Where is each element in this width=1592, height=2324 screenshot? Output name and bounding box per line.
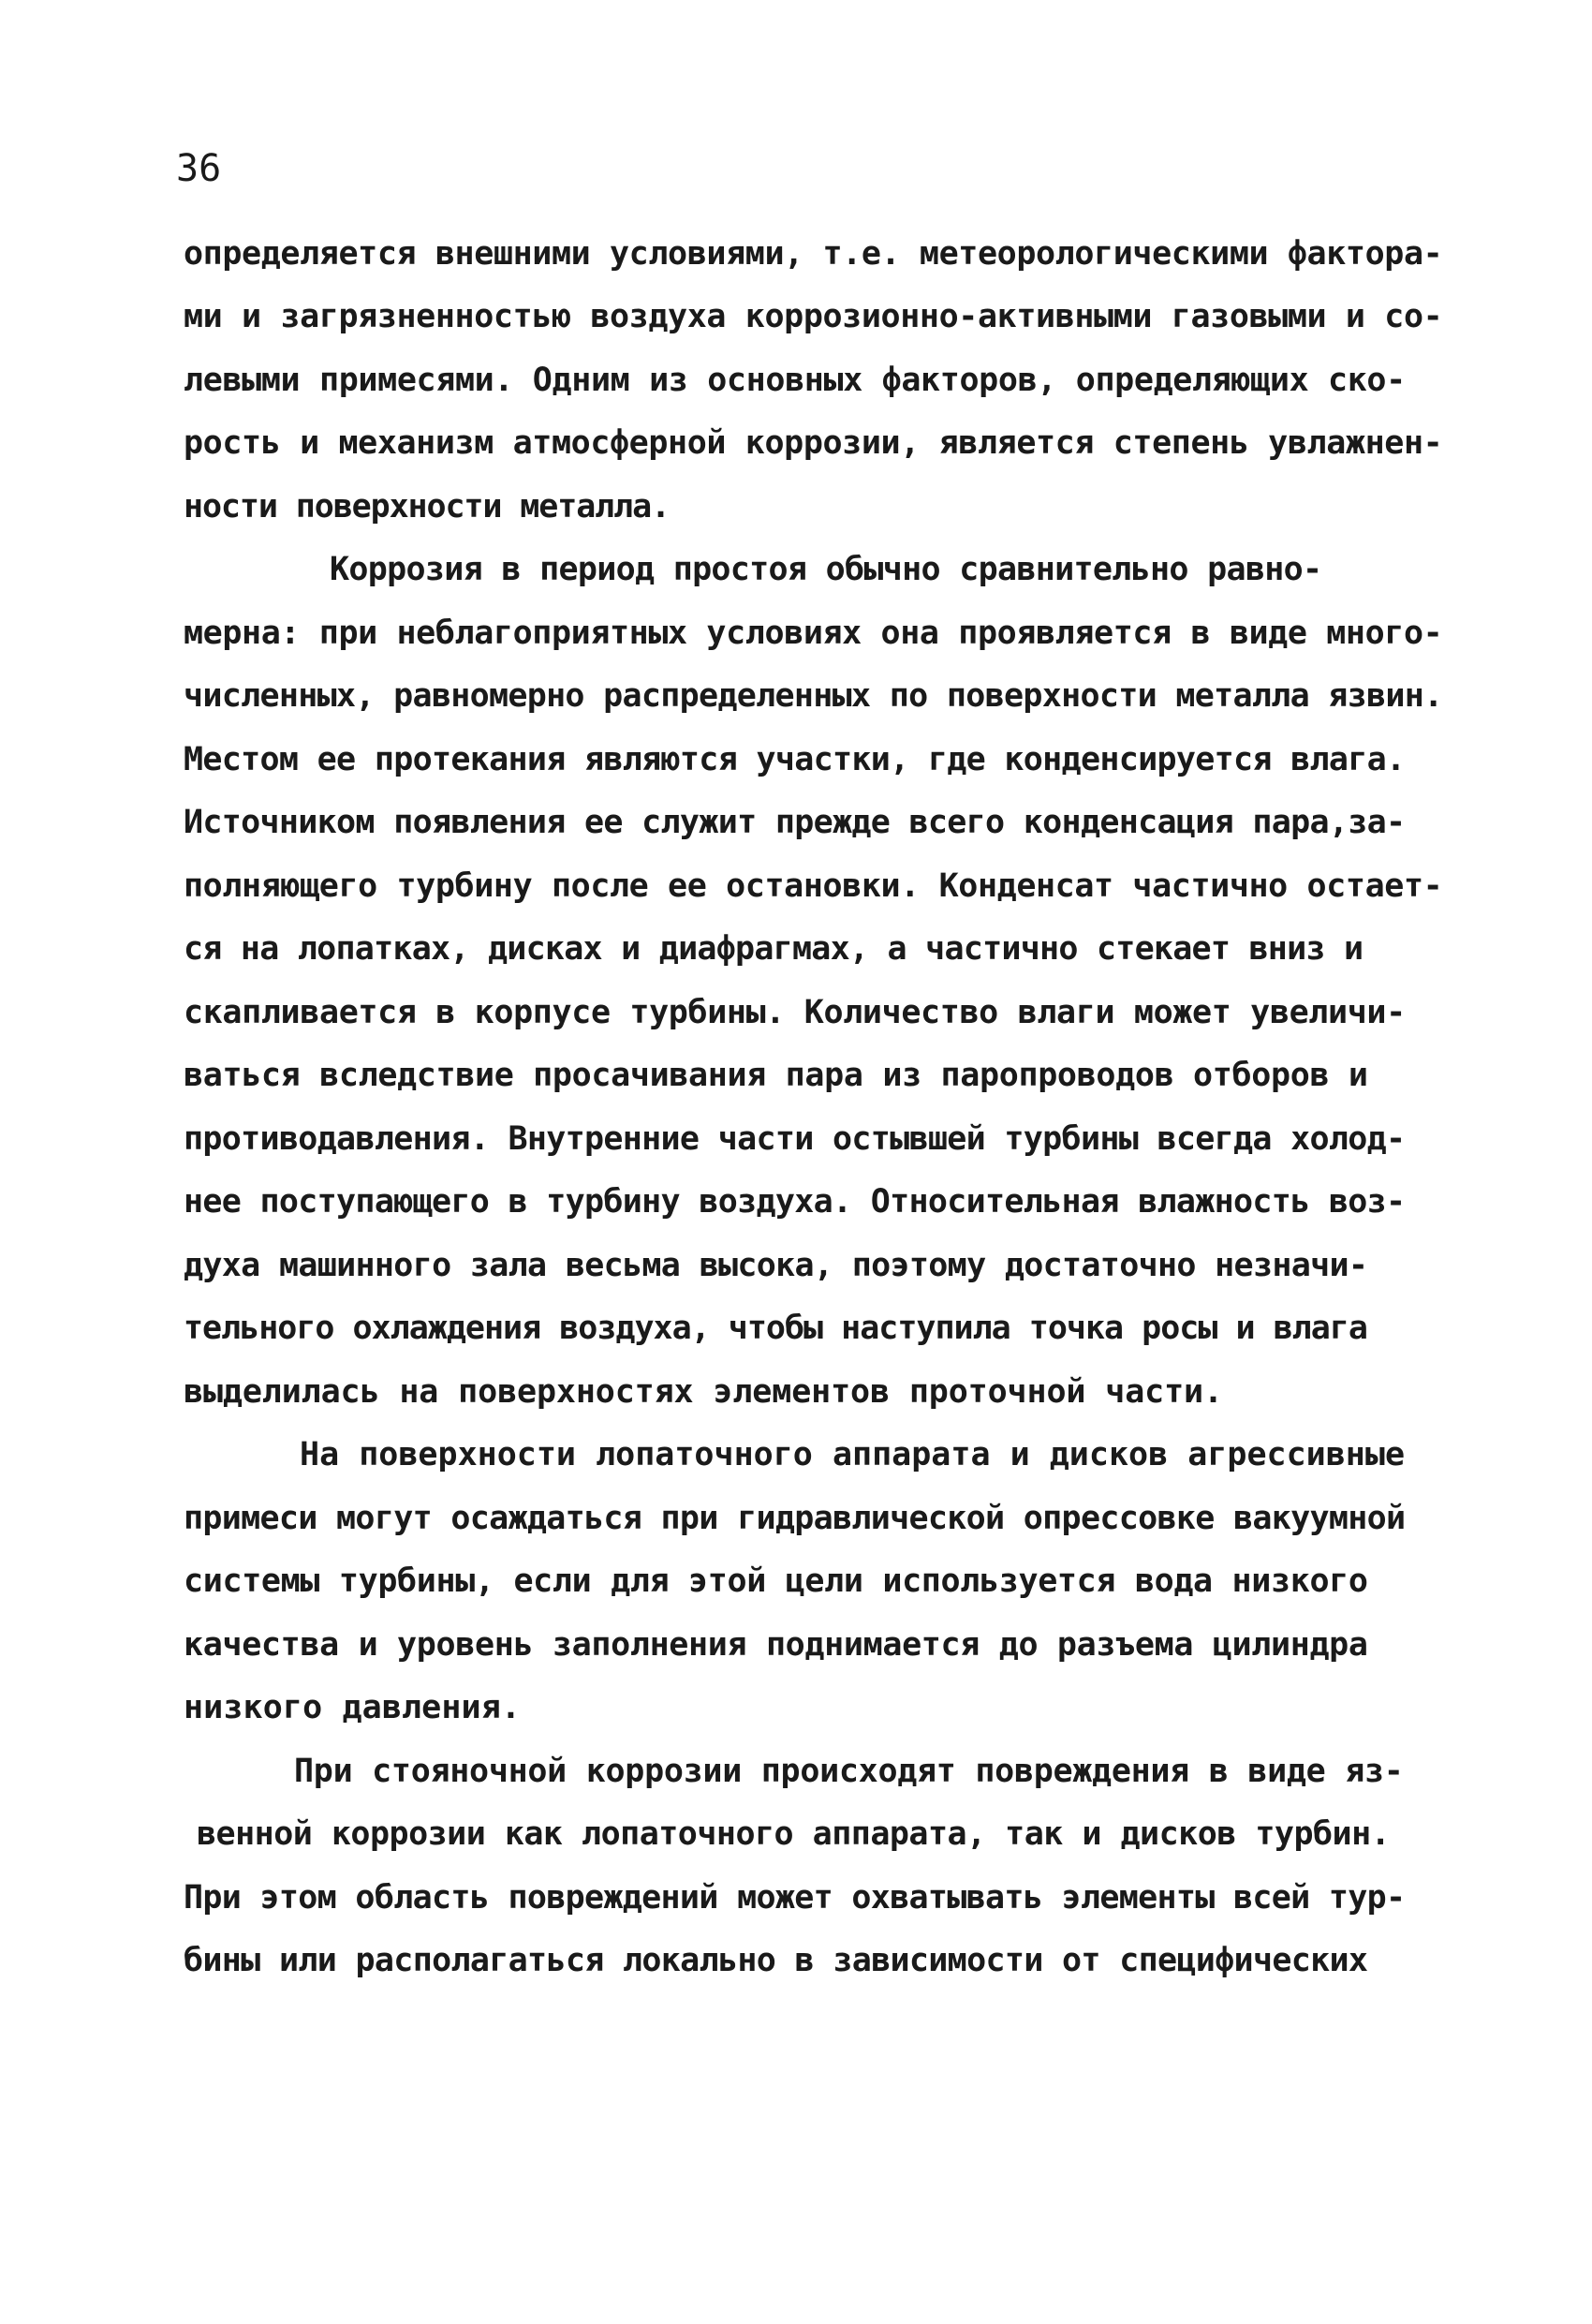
text-line: примеси могут осаждаться при гидравлической опрессовке вакуумной (184, 1500, 1406, 1537)
text-line: качества и уровень заполнения поднимается до разъема цилиндра (184, 1626, 1368, 1664)
text-line: полняющего турбину после ее остановки. Конденсат частично остает- (184, 867, 1443, 905)
text-line: На поверхности лопаточного аппарата и дисков агрессивные (300, 1436, 1406, 1473)
text-line: рость и механизм атмосферной коррозии, является степень увлажнен- (184, 424, 1443, 462)
text-line: мерна: при неблагоприятных условиях она проявляется в виде много- (184, 614, 1443, 652)
text-line: духа машинного зала весьма высока, поэтому достаточно незначи- (184, 1247, 1368, 1284)
text-line: При стояночной коррозии происходят повреждения в виде яз- (294, 1753, 1404, 1790)
text-line: левыми примесями. Одним из основных факторов, определяющих ско- (184, 362, 1406, 399)
text-line: нее поступающего в турбину воздуха. Относительная влажность воз- (184, 1183, 1406, 1221)
text-line: Источником появления ее служит прежде всего конденсация пара,за- (184, 804, 1406, 841)
text-line: определяется внешними условиями, т.е. метеорологическими фактора- (184, 235, 1443, 273)
text-line: тельного охлаждения воздуха, чтобы наступила точка росы и влага (184, 1310, 1367, 1347)
text-line: ности поверхности металла. (184, 488, 671, 525)
text-line: противодавления. Внутренние части остывшей турбины всегда холод- (184, 1120, 1406, 1158)
text-line: скапливается в корпусе турбины. Количество влаги может увеличи- (184, 994, 1406, 1031)
text-line: низкого давления. (184, 1689, 522, 1726)
text-line: системы турбины, если для этой цели используется вода низкого (184, 1562, 1368, 1600)
text-line: Местом ее протекания являются участки, где конденсируется влага. (184, 741, 1406, 778)
text-line: Коррозия в период простоя обычно сравнительно равно- (330, 551, 1322, 588)
text-line: ся на лопатках, дисках и диафрагмах, а частично стекает вниз и (184, 930, 1364, 968)
text-line: ми и загрязненностью воздуха коррозионно-активными газовыми и со- (184, 298, 1443, 335)
text-line: выделилась на поверхностях элементов проточной части. (184, 1373, 1223, 1411)
text-line: бины или располагаться локально в зависимости от специфических (184, 1942, 1368, 1979)
text-line: При этом область повреждений может охватывать элементы всей тур- (184, 1879, 1406, 1917)
text-line: венной коррозии как лопаточного аппарата, так и дисков турбин. (197, 1815, 1391, 1853)
page-number: 36 (176, 147, 222, 190)
text-line: численных, равномерно распределенных по поверхности металла язвин. (184, 677, 1443, 715)
text-line: ваться вследствие просачивания пара из паропроводов отборов и (184, 1057, 1368, 1094)
